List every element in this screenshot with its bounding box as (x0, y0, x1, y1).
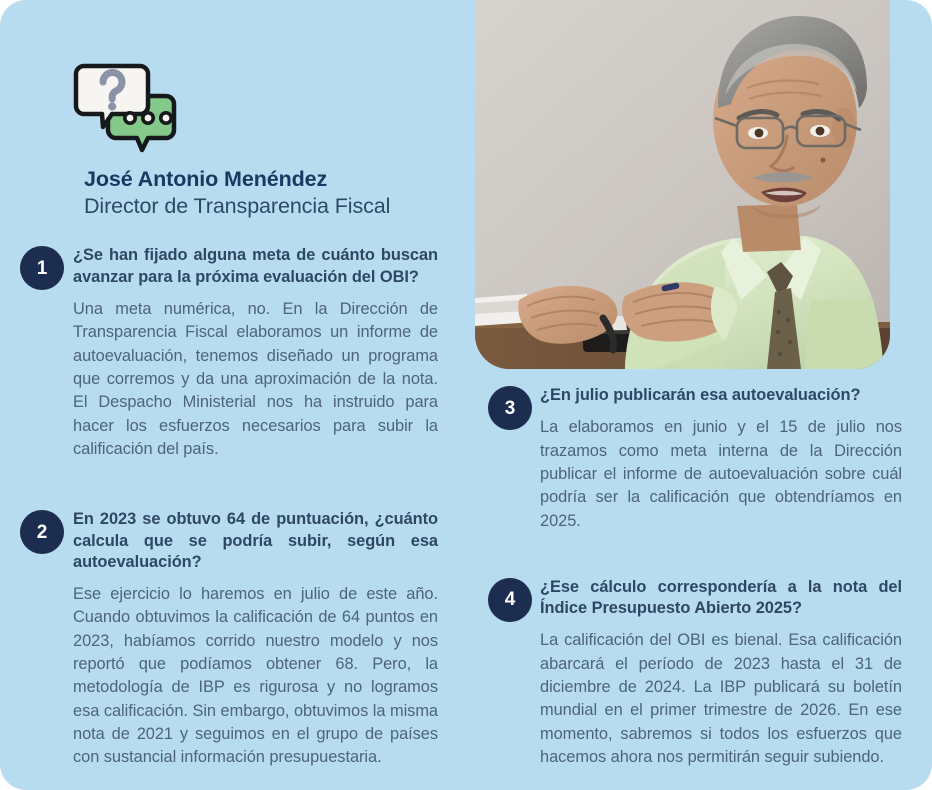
speech-bubbles-question-icon-svg (70, 58, 182, 154)
person-role: Director de Transparencia Fiscal (84, 194, 391, 219)
right-column (470, 385, 932, 790)
interview-portrait-photo (475, 0, 890, 369)
qa-question-4: ¿Ese cálculo correspondería a la nota del Índice Presupuesto Abierto 2025? (540, 577, 902, 618)
qa-item-1 (16, 245, 438, 461)
qa-question-3: ¿En julio publicarán esa autoevaluación? (540, 386, 861, 404)
qa-item-4 (482, 577, 902, 769)
qa-answer-1: Una meta numérica, no. En la Dirección de Transparencia Fiscal elaboramos un informe de autoevaluación, tenemos diseñado un programa que corremos y da una aproximación de la nota. El Despacho Ministerial nos ha instruido para hacer los esfuerzos necesarios para subir la calificación del país. (73, 300, 438, 458)
speech-bubbles-question-icon (70, 58, 182, 154)
qa-number-badge-2: 2 (20, 510, 64, 554)
qa-answer-3: La elaboramos en junio y el 15 de julio nos trazamos como meta interna de la Dirección publicar el informe de autoevaluación sobre cuál podría ser la calificación que obtendríamos en 2025. (540, 418, 902, 530)
qa-number-badge-4: 4 (488, 578, 532, 622)
qa-item-2 (16, 509, 438, 769)
portrait-illustration (475, 0, 890, 369)
qa-item-3 (482, 385, 902, 533)
qa-answer-2: Ese ejercicio lo haremos en julio de este año. Cuando obtuvimos la calificación de 64 puntos en 2023, habíamos corrido nuestro modelo y nos reportó que podíamos obtener 68. Pero, la metodología de IBP es rigurosa y no logramos esa calificación. Sin embargo, obtuvimos la misma nota de 2021 y seguimos en el grupo de países con sustancial información presupuestaria. (73, 585, 438, 767)
qa-answer-4: La calificación del OBI es bienal. Esa calificación abarcará el período de 2023 hasta el 31 de diciembre de 2024. La IBP publicará su boletín mundial en el primer trimestre de 2026. En ese momento, sabremos si todos los esfuerzos que hacemos ahora nos permitirán seguir subiendo. (540, 631, 902, 766)
qa-number-badge-1: 1 (20, 246, 64, 290)
qa-number-badge-3: 3 (488, 386, 532, 430)
qa-question-2: En 2023 se obtuvo 64 de puntuación, ¿cuánto calcula que se podría subir, según esa autoevaluación? (73, 510, 438, 571)
qa-question-1: ¿Se han fijado alguna meta de cuánto buscan avanzar para la próxima evaluación del OBI? (73, 246, 438, 286)
person-name: José Antonio Menéndez (84, 167, 328, 191)
